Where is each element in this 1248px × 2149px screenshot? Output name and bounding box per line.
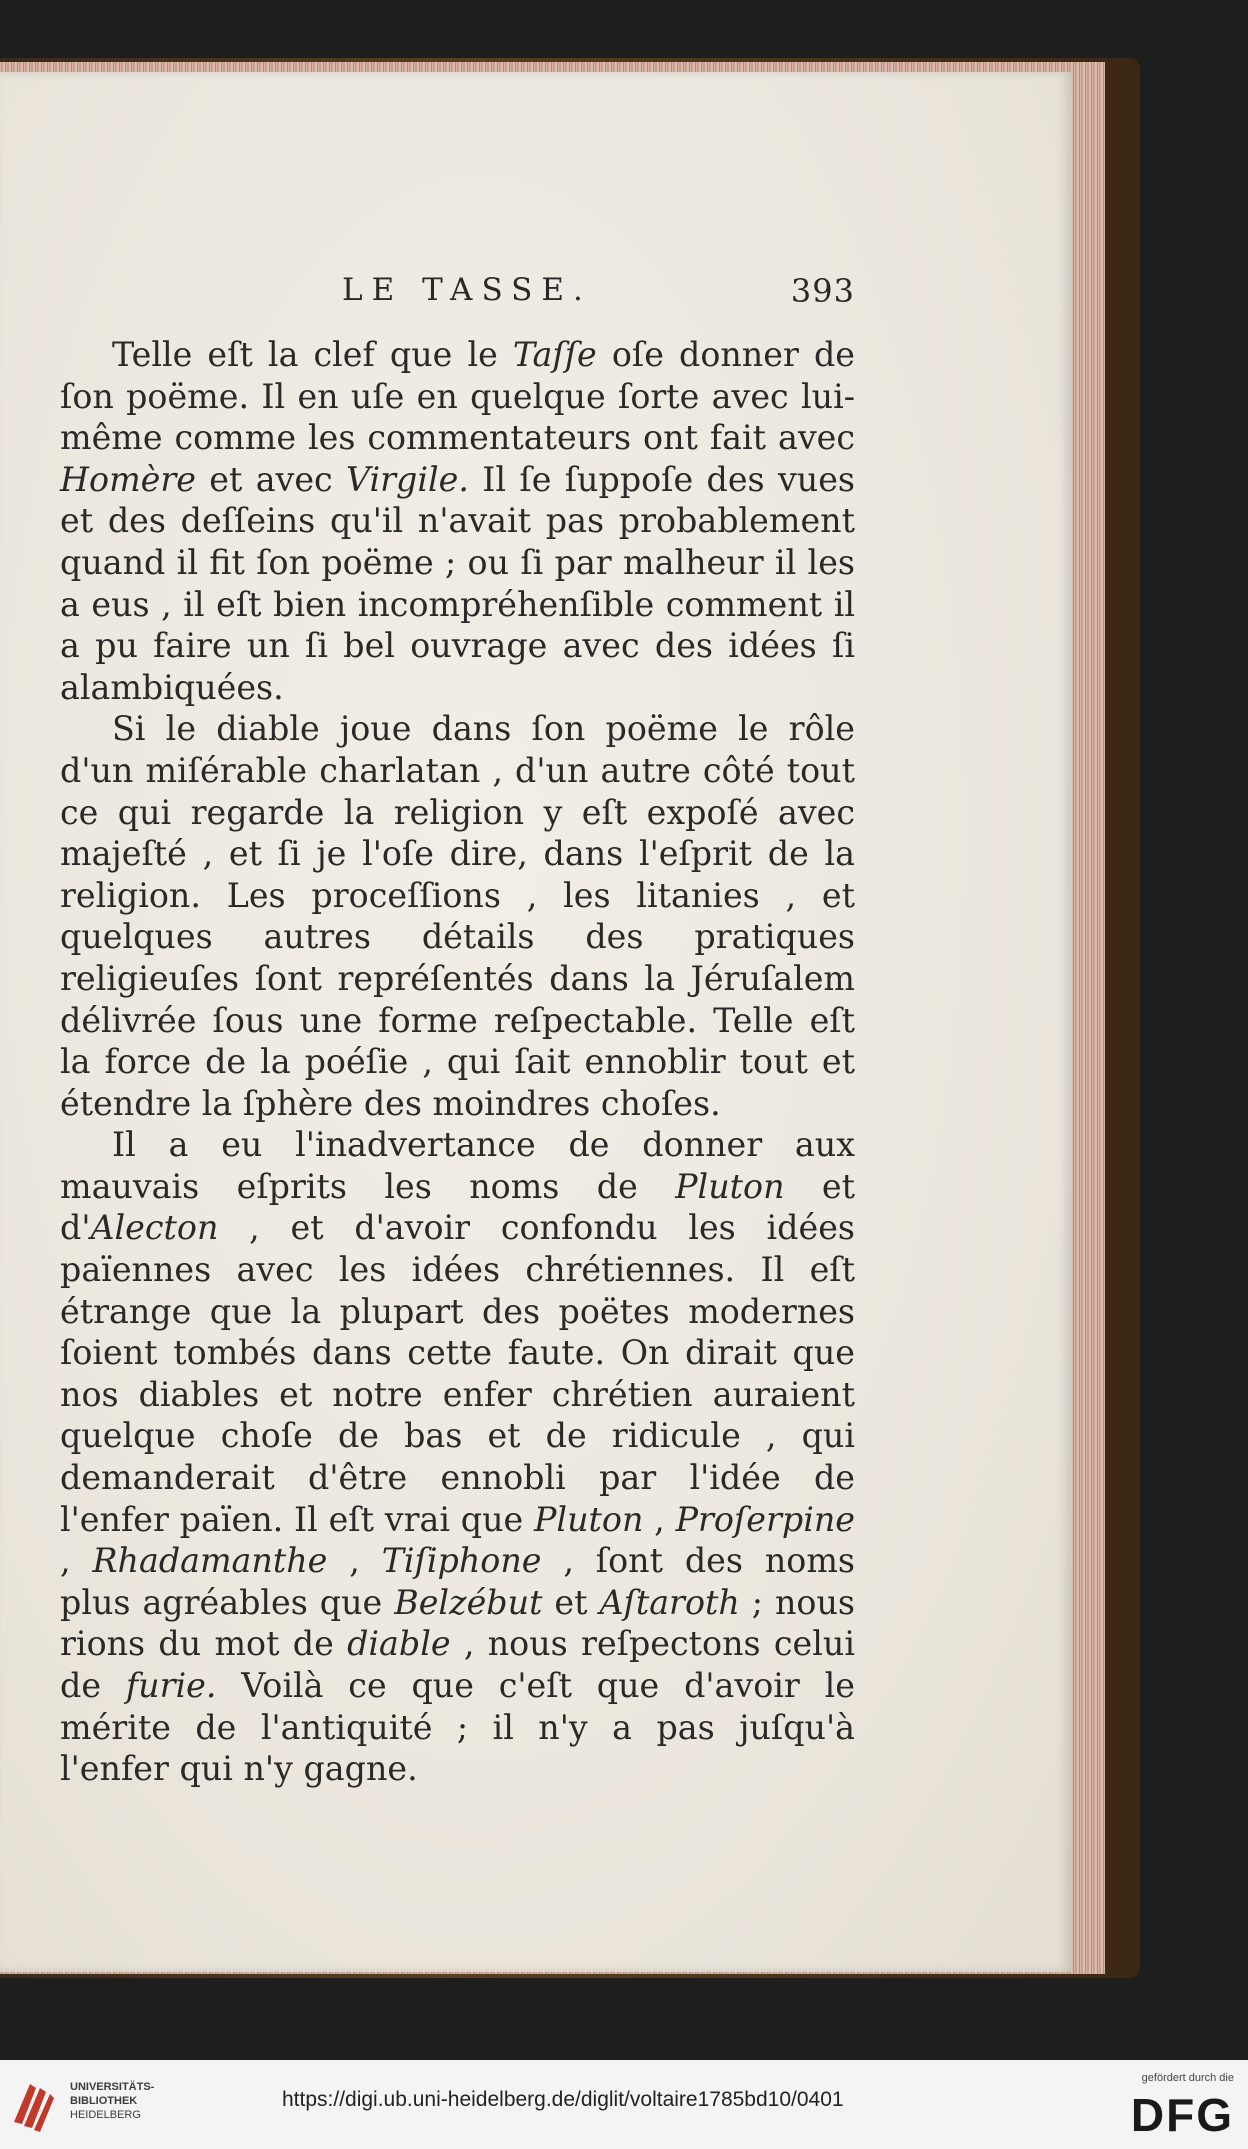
library-name: UNIVERSITÄTS- BIBLIOTHEK HEIDELBERG (70, 2081, 155, 2121)
dfg-logo: DFG (1130, 2089, 1234, 2141)
paragraph-3: Il a eu l'inadvertance de donner aux mauvais eſprits les noms de Pluton et d'Alecton , et d'avoir confondu les idées païennes avec les idées chrétiennes. Il eſt étrange que la plupart des poëtes modernes ſoient tombés dans cette faute. On dirait que nos diables et notre enfer chrétien auraient quelque choſe de bas et de ridicule , qui demanderait d'être ennobli par l'idée de l'enfer païen. Il eſt vrai que Pluton , Proſerpine , Rhadamanthe , Tiſiphone , ſont des noms plus agréables que Belzébut et Aſtaroth ; nous rions du mot de diable , nous reſpectons celui de furie. Voilà ce que c'eſt que d'avoir le mérite de l'antiquité ; il n'y a pas juſqu'à l'enfer qui n'y gagne. (60, 1125, 855, 1789)
library-logo-icon (10, 2074, 56, 2132)
running-title: LE TASSE. (342, 272, 592, 308)
paragraph-2: Si le diable joue dans ſon poëme le rôle d'un miſérable charlatan , d'un autre côté tout ce qui regarde la religion y eſt expoſé avec majeſté , et ſi je l'oſe dire, dans l'eſprit de la religion. Les proceſſions , les litanies , et quelques autres détails des pratiques religieuſes ſont repréſentés dans la Jéruſalem délivrée ſous une forme reſpectable. Telle eſt la force de la poéſie , qui ſait ennoblir tout et étendre la ſphère des moindres choſes. (60, 709, 855, 1123)
page-number: 393 (790, 272, 855, 310)
body-text (60, 334, 855, 1790)
viewer-footer (0, 2060, 1248, 2149)
paragraph-1: Telle eſt la clef que le Taſſe oſe donner de ſon poëme. Il en uſe en quelque ſorte avec lui-même comme les commentateurs ont fait avec Homère et avec Virgile. Il ſe ſuppoſe des vues et des deſſeins qu'il n'avait pas probablement quand il fit ſon poëme ; ou ſi par malheur il les a eus , il eſt bien incompréhenſible comment il a pu faire un ſi bel ouvrage avec des idées ſi alambiquées. (60, 335, 855, 707)
permalink-url[interactable]: https://digi.ub.uni-heidelberg.de/diglit/voltaire1785bd10/0401 (282, 2088, 844, 2111)
page-header (60, 272, 855, 312)
funding-note: gefördert durch die (1141, 2072, 1234, 2084)
